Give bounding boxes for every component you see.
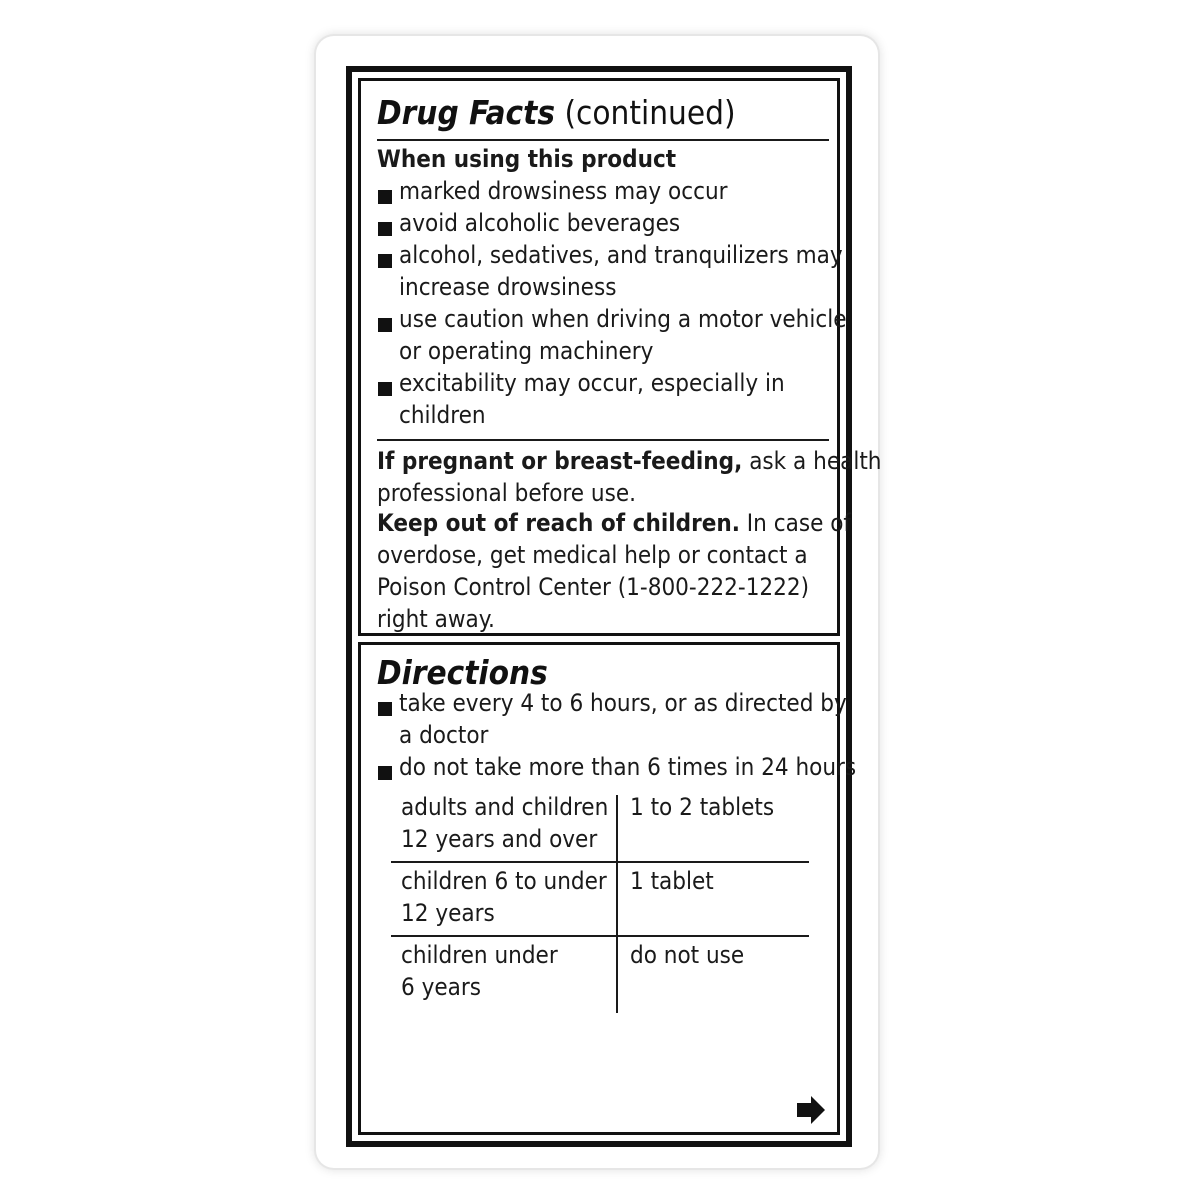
bullet-icon [378,222,392,236]
title-divider [377,139,829,141]
bullet-icon [378,766,392,780]
list-item-continued: a doctor [399,721,489,749]
drug-facts-label [346,66,882,1147]
table-row-divider [391,861,809,863]
keep-out-line: Poison Control Center (1-800-222-1222) [377,573,810,601]
table-cell-dose: 1 to 2 tablets [630,793,775,821]
drug-facts-title: Drug Facts (continued) [377,93,736,132]
table-row-divider [391,935,809,937]
bullet-icon [378,318,392,332]
keep-out-line: right away. [377,605,495,633]
pregnancy-warning: If pregnant or breast-feeding, ask a health [377,447,882,475]
table-cell-age: adults and children [401,793,609,821]
directions-title: Directions [377,653,548,692]
section-divider [377,439,829,441]
table-cell-age: 12 years and over [401,825,598,853]
list-item: do not take more than 6 times in 24 hours [399,753,857,781]
directions-panel [358,642,857,1135]
table-cell-age: 12 years [401,899,495,927]
keep-out-warning: Keep out of reach of children. In case of [377,509,852,537]
pregnancy-warning-continued: professional before use. [377,479,636,507]
list-item: use caution when driving a motor vehicle [399,305,847,333]
keep-out-line: overdose, get medical help or contact a [377,541,808,569]
table-cell-dose: 1 tablet [630,867,714,895]
bullet-icon [378,254,392,268]
table-cell-dose: do not use [630,941,745,969]
list-item: excitability may occur, especially in [399,369,785,397]
list-item: take every 4 to 6 hours, or as directed by [399,689,847,717]
table-cell-age: 6 years [401,973,482,1001]
list-item: alcohol, sedatives, and tranquilizers may [399,241,843,269]
bullet-icon [378,702,392,716]
list-item-continued: increase drowsiness [399,273,617,301]
table-cell-age: children 6 to under [401,867,607,895]
list-item-continued: or operating machinery [399,337,654,365]
bullet-icon [378,190,392,204]
table-cell-age: children under [401,941,558,969]
list-item: marked drowsiness may occur [399,177,728,205]
arrow-right-icon [795,1095,827,1125]
list-item-continued: children [399,401,486,429]
when-using-heading: When using this product [377,145,677,173]
drug-facts-panel [358,78,882,636]
list-item: avoid alcoholic beverages [399,209,681,237]
bullet-icon [378,382,392,396]
table-column-divider [616,795,618,1013]
